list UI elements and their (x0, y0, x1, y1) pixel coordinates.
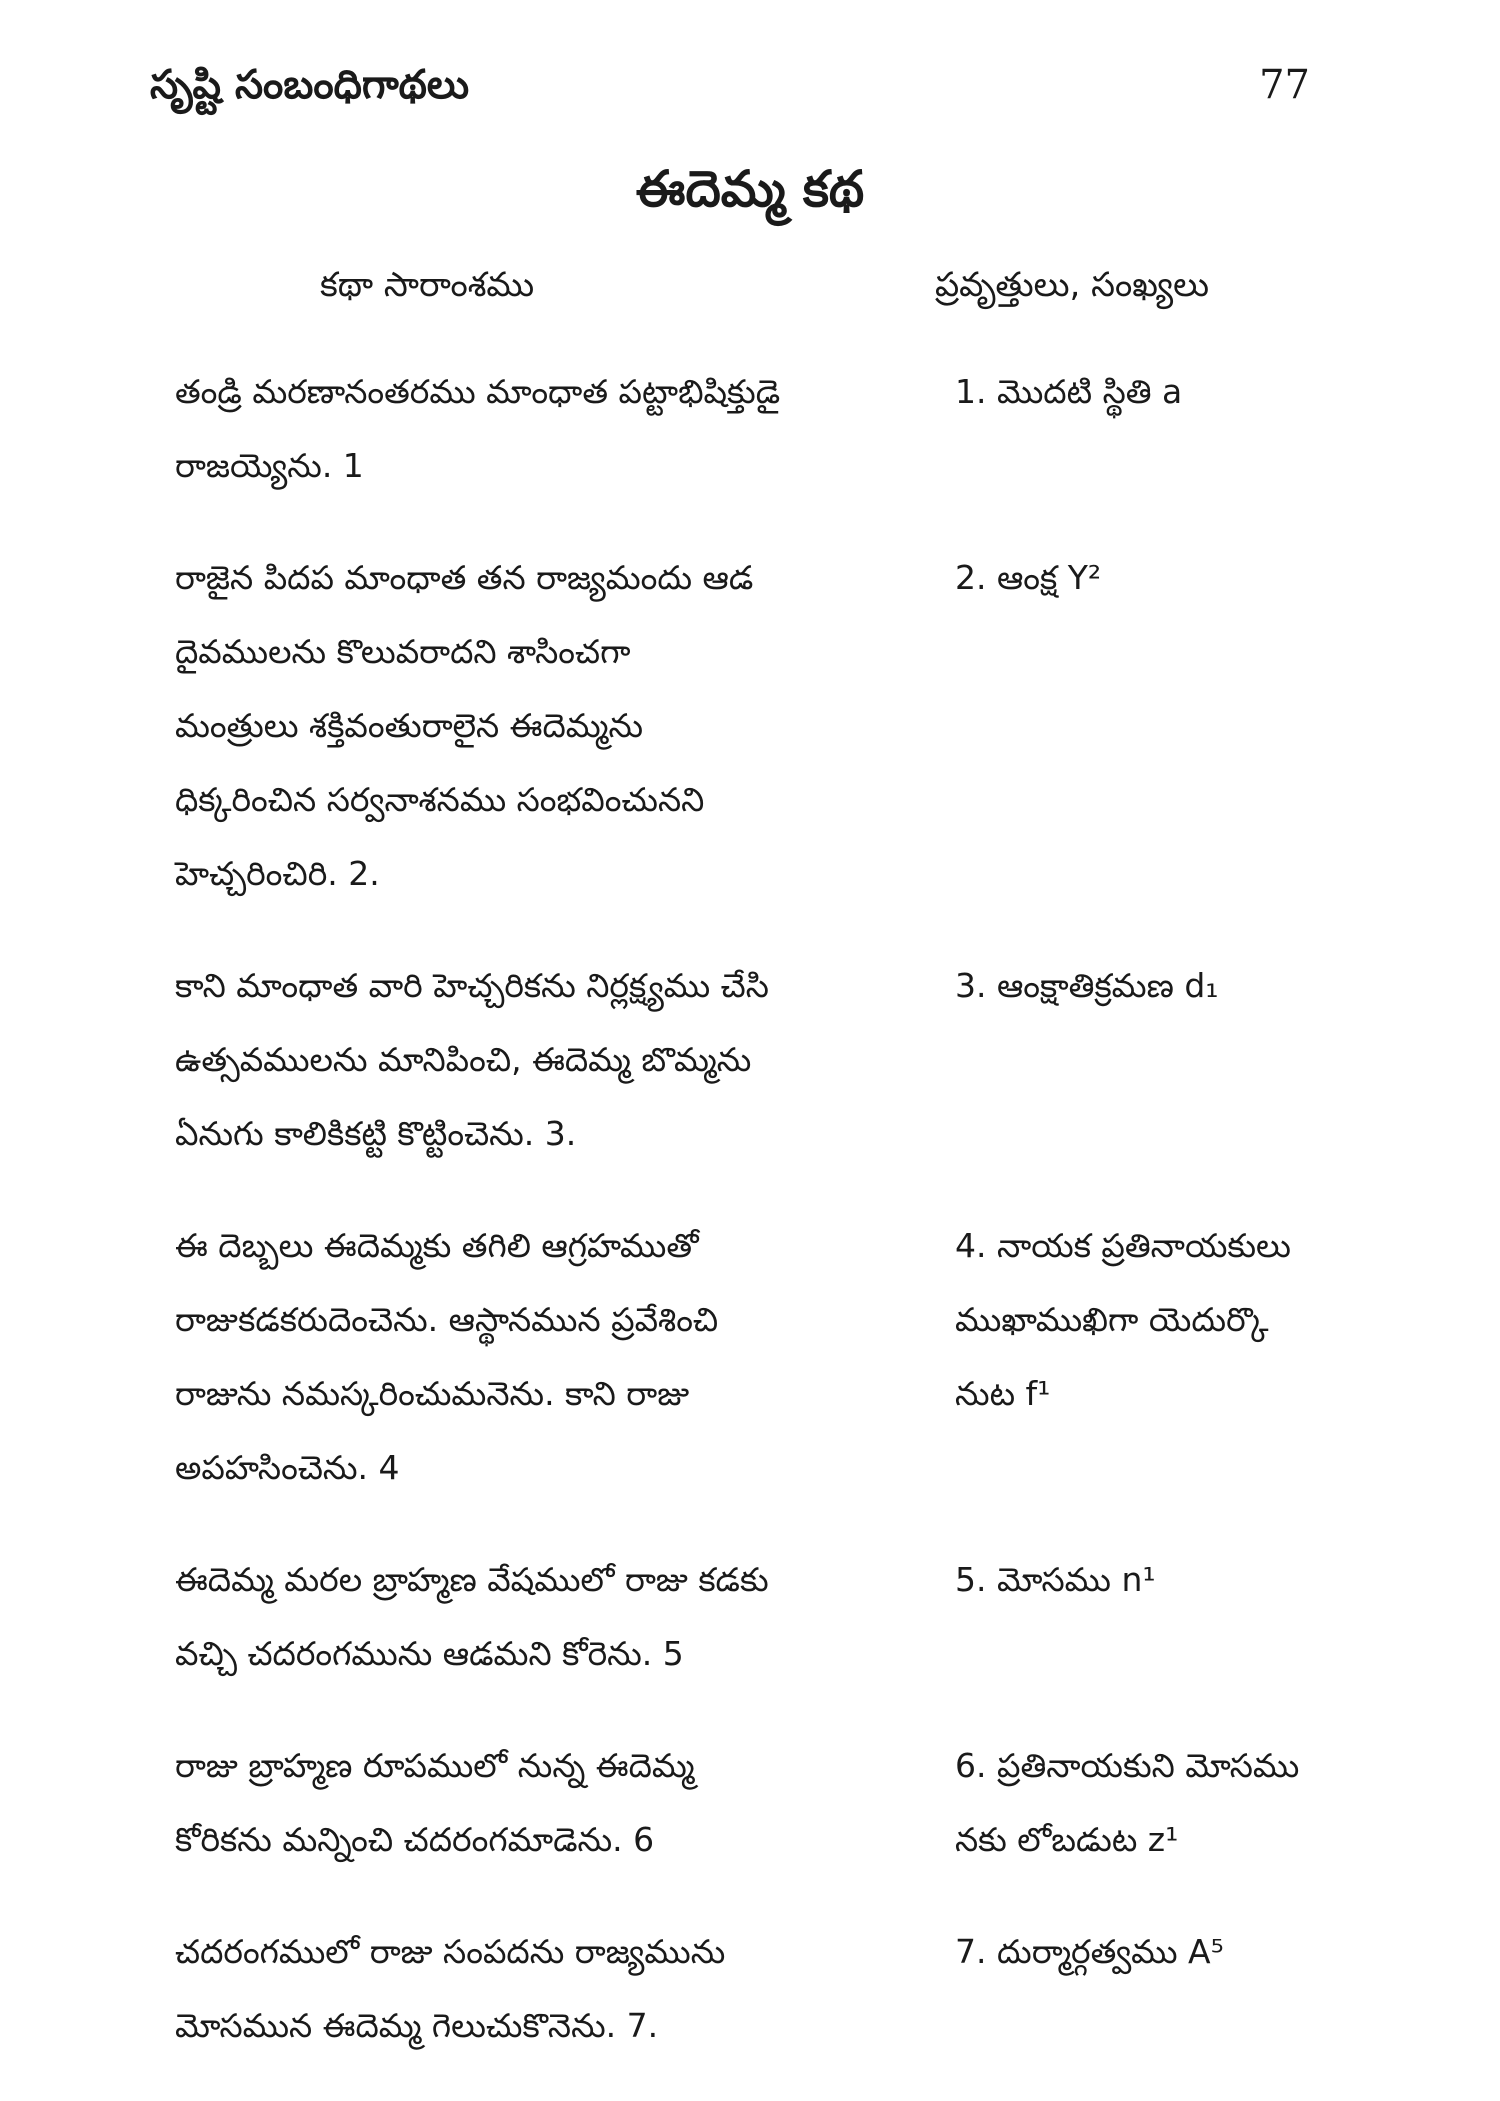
entry-3 (175, 949, 1375, 1171)
story-title: ఈదెమ్మ కథ (635, 160, 865, 218)
function-line: 7. దుర్మార్గత్వము A⁵ (955, 1932, 1224, 1971)
summary-line: కోరికను మన్నించి చదరంగమాడెను. 6 (175, 1820, 655, 1859)
summary-column-header: కథా సారాంశము (320, 265, 535, 305)
summary-line: ఈదెమ్మ మరల బ్రాహ్మణ వేషములో రాజు కడకు (175, 1560, 769, 1599)
function-line: 6. ప్రతినాయకుని మోసము (955, 1746, 1300, 1785)
function-line: 5. మోసము n¹ (955, 1560, 1156, 1599)
entry-function (955, 355, 1375, 503)
function-line: నకు లోబడుట z¹ (955, 1820, 1179, 1859)
summary-line: వచ్చి చదరంగమును ఆడమని కోరెను. 5 (175, 1634, 684, 1673)
summary-line: ఉత్సవములను మానిపించి, ఈదెమ్మ బొమ్మను (175, 1040, 752, 1079)
function-line: 4. నాయక ప్రతినాయకులు (955, 1226, 1291, 1265)
summary-line: కాని మాంధాత వారి హెచ్చరికను నిర్లక్ష్యము చేసి (175, 966, 769, 1005)
functions-column-header: ప్రవృత్తులు, సంఖ్యలు (935, 265, 1209, 305)
summary-line: రాజయ్యెను. 1 (175, 446, 364, 485)
summary-line: ఏనుగు కాలికికట్టి కొట్టించెను. 3. (175, 1114, 577, 1153)
entry-1 (175, 355, 1375, 503)
function-line: ముఖాముఖిగా యెదుర్కొ (955, 1300, 1269, 1339)
summary-line: రాజును నమస్కరించుమనెను. కాని రాజు (175, 1374, 690, 1413)
entry-function (955, 541, 1375, 911)
entry-function (955, 1543, 1375, 1691)
summary-line: ఈ దెబ్బలు ఈదెమ్మకు తగిలి ఆగ్రహముతో (175, 1226, 699, 1265)
summary-line: దైవములను కొలువరాదని శాసించగా (175, 632, 631, 671)
function-line: 1. మొదటి స్థితి a (955, 372, 1183, 411)
entry-summary (175, 1729, 955, 1877)
entry-summary (175, 355, 955, 503)
function-line: 2. ఆంక్ష Y² (955, 558, 1102, 597)
entry-4 (175, 1209, 1375, 1505)
summary-line: రాజు బ్రాహ్మణ రూపములో నున్న ఈదెమ్మ (175, 1746, 695, 1785)
entry-function (955, 1729, 1375, 1877)
entry-summary (175, 1209, 955, 1505)
entry-5 (175, 1543, 1375, 1691)
summary-line: చదరంగములో రాజు సంపదను రాజ్యమును (175, 1932, 726, 1971)
summary-line: అపహసించెను. 4 (175, 1448, 400, 1487)
summary-line: రాజైన పిదప మాంధాత తన రాజ్యమందు ఆడ (175, 558, 754, 597)
summary-line: హెచ్చరించిరి. 2. (175, 854, 380, 893)
function-line: 3. ఆంక్షాతిక్రమణ d₁ (955, 966, 1219, 1005)
summary-line: మంత్రులు శక్తివంతురాలైన ఈదెమ్మను (175, 706, 644, 745)
summary-line: తండ్రి మరణానంతరము మాంధాత పట్టాభిషిక్తుడై (175, 372, 781, 411)
page-header (150, 62, 1310, 118)
summary-line: రాజుకడకరుదెంచెను. ఆస్థానమున ప్రవేశించి (175, 1300, 719, 1339)
function-line: నుట f¹ (955, 1374, 1051, 1413)
entry-function (955, 949, 1375, 1171)
story-entries (175, 355, 1375, 2101)
entry-function (955, 1209, 1375, 1505)
entry-6 (175, 1729, 1375, 1877)
entry-summary (175, 541, 955, 911)
summary-line: మోసమున ఈదెమ్మ గెలుచుకొనెను. 7. (175, 2006, 659, 2045)
entry-summary (175, 1915, 955, 2063)
entry-function (955, 1915, 1375, 2063)
summary-line: ధిక్కరించిన సర్వనాశనము సంభవించునని (175, 780, 705, 819)
entry-summary (175, 949, 955, 1171)
running-head: సృష్టి సంబంధిగాథలు (150, 62, 470, 108)
entry-summary (175, 1543, 955, 1691)
entry-7 (175, 1915, 1375, 2063)
page-number: 77 (1259, 62, 1310, 108)
entry-2 (175, 541, 1375, 911)
